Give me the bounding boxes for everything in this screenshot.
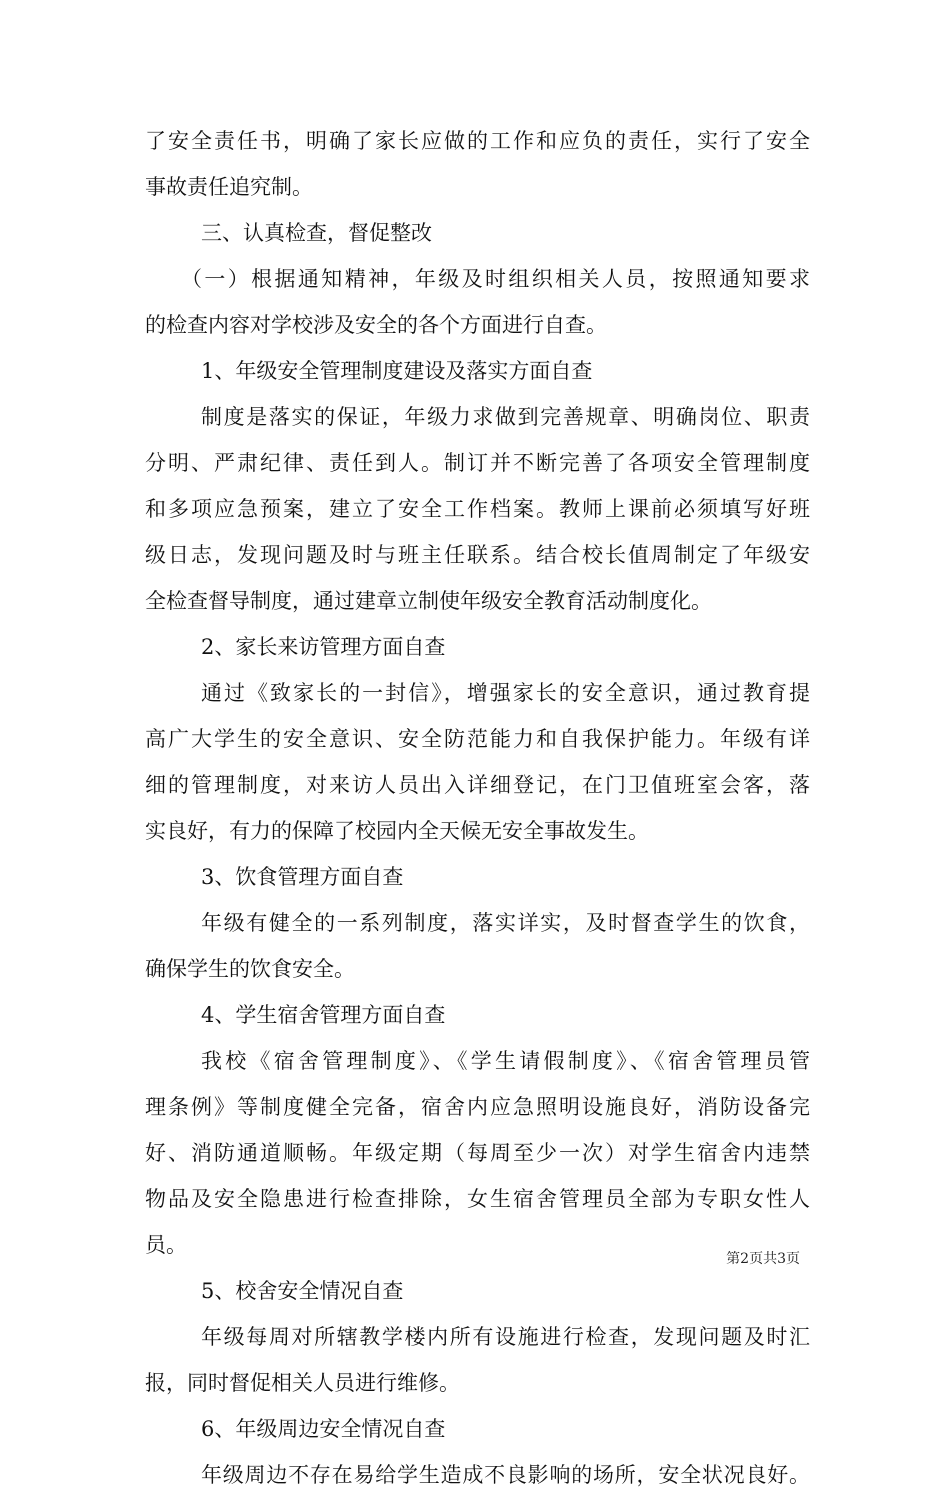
text-line: 全检查督导制度，通过建章立制使年级安全教育活动制度化。 — [145, 589, 712, 613]
text-line: 理条例》等制度健全完备，宿舍内应急照明设施良好，消防设备完 — [145, 1095, 810, 1119]
text-line: 通过《致家长的一封信》，增强家长的安全意识，通过教育提 — [201, 681, 810, 705]
subsection-heading: 2、家长来访管理方面自查 — [201, 635, 446, 659]
text-line: 事故责任追究制。 — [145, 175, 313, 199]
text-line: 年级周边不存在易给学生造成不良影响的场所，安全状况良好。 — [201, 1463, 810, 1487]
subsection-heading: 1、年级安全管理制度建设及落实方面自查 — [201, 359, 593, 383]
text-line: 年级每周对所辖教学楼内所有设施进行检查，发现问题及时汇 — [201, 1325, 810, 1349]
text-line: 和多项应急预案，建立了安全工作档案。教师上课前必须填写好班 — [145, 497, 810, 521]
text-line: 实良好，有力的保障了校园内全天候无安全事故发生。 — [145, 819, 649, 843]
page-number: 第2页共3页 — [726, 1251, 800, 1267]
text-line: 员。 — [145, 1233, 187, 1257]
text-line: （一）根据通知精神，年级及时组织相关人员，按照通知要求 — [181, 267, 810, 291]
text-line: 高广大学生的安全意识、安全防范能力和自我保护能力。年级有详 — [145, 727, 810, 751]
section-heading: 三、认真检查，督促整改 — [201, 221, 432, 245]
text-line: 我校《宿舍管理制度》、《学生请假制度》、《宿舍管理员管 — [201, 1049, 810, 1073]
text-line: 物品及安全隐患进行检查排除，女生宿舍管理员全部为专职女性人 — [145, 1187, 810, 1211]
text-line: 分明、严肃纪律、责任到人。制订并不断完善了各项安全管理制度 — [145, 451, 810, 475]
text-line: 好、消防通道顺畅。年级定期（每周至少一次）对学生宿舍内违禁 — [145, 1141, 810, 1165]
text-line: 的检查内容对学校涉及安全的各个方面进行自查。 — [145, 313, 607, 337]
text-line: 级日志，发现问题及时与班主任联系。结合校长值周制定了年级安 — [145, 543, 810, 567]
subsection-heading: 6、年级周边安全情况自查 — [201, 1417, 446, 1441]
subsection-heading: 3、饮食管理方面自查 — [201, 865, 404, 889]
text-line: 了安全责任书，明确了家长应做的工作和应负的责任，实行了安全 — [145, 129, 810, 153]
document-body — [145, 118, 810, 1498]
text-line: 年级有健全的一系列制度，落实详实，及时督查学生的饮食， — [201, 911, 810, 935]
text-line: 细的管理制度，对来访人员出入详细登记，在门卫值班室会客，落 — [145, 773, 810, 797]
subsection-heading: 4、学生宿舍管理方面自查 — [201, 1003, 446, 1027]
subsection-heading: 5、校舍安全情况自查 — [201, 1279, 404, 1303]
text-line: 制度是落实的保证，年级力求做到完善规章、明确岗位、职责 — [201, 405, 810, 429]
text-line: 确保学生的饮食安全。 — [145, 957, 355, 981]
text-line: 报，同时督促相关人员进行维修。 — [145, 1371, 460, 1395]
